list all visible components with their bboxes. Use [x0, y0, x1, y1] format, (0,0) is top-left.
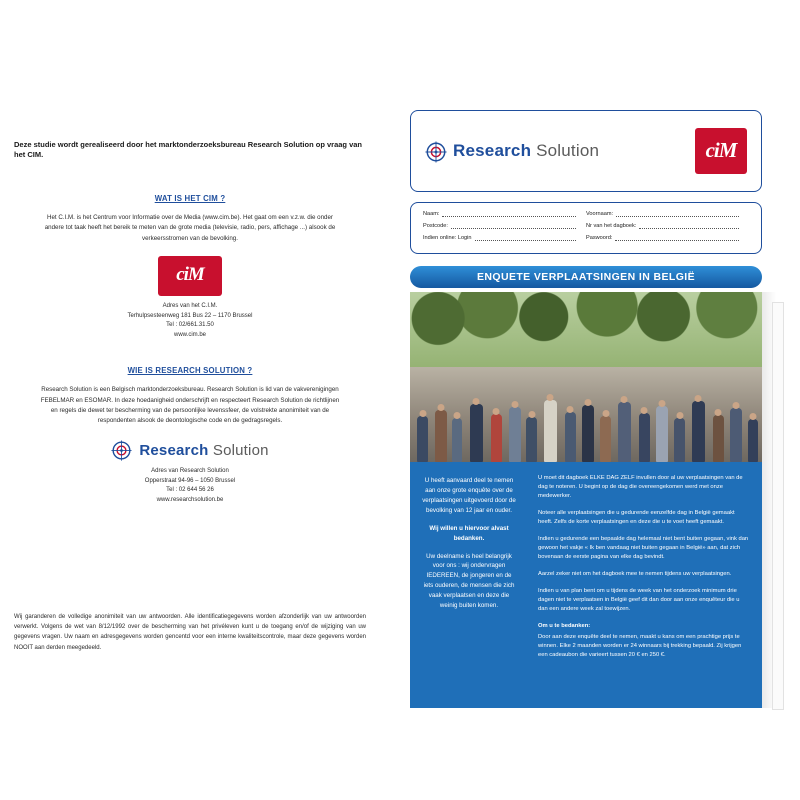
left-panel [14, 140, 366, 532]
postcode-input[interactable] [451, 222, 576, 229]
brochure-header-card [410, 110, 762, 192]
dagboek-input[interactable] [639, 222, 739, 229]
cim-logo-text: ciM [705, 138, 737, 162]
instructions-band [528, 462, 762, 708]
intro-thanks: Wij willen u hiervoor alvast bedanken. [429, 524, 509, 542]
form-row-name [423, 210, 749, 217]
password-label: Paswoord: [586, 235, 613, 241]
brochure-rs-wordmark [453, 141, 599, 161]
instruction-4: Aarzel zeker niet om het dagboek mee te nemen tijdens uw verplaatsingen. [538, 570, 732, 577]
lead-paragraph: Deze studie wordt gerealiseerd door het marktonderzoeksbureau Research Solution op vraag van het CIM. [14, 140, 363, 160]
brochure-rs-bold: Research [453, 141, 532, 160]
privacy-footer: Wij garanderen de volledige anonimiteit van uw antwoorden. Alle identificatiegegevens worden afzonderlijk van uw antwoorden verwerkt. Volgens de wet van 8/12/1992 over de bescherming van het privéleven kunt u de toegang en/of de wijziging van uw gegevens vragen. Uw naam en adresgegevens worden gencentd voor een interne kwaliteitscontrole, maar deze gegevens worden NOOIT aan derden meegedeeld. [14, 614, 366, 651]
brochure-title-banner: ENQUETE VERPLAATSINGEN IN BELGIË [410, 266, 762, 288]
section-body-rs: Research Solution is een Belgisch marktonderzoeksbureau. Research Solution is lid van de vakverenigingen FEBELMAR en ESOMAR. In deze hoedanigheid onderschrijft en respecteert Research Solution de richtlijnen en regels die dewet ter bescherming van de persoonlijke levenssfeer, de volstrekte anonimiteit van de respondenten alsook de deontologische code en de gedragsregels. [40, 386, 340, 425]
brochure [396, 110, 786, 710]
form-row-postcode [423, 222, 749, 229]
section-title-rs: WIE IS RESEARCH SOLUTION ? [127, 366, 253, 376]
intro-p1: U heeft aanvaard deel te nemen aan onze grote enquête over de verplaatsingen uitgevoerd door de bevolking van 12 jaar en ouder. [422, 477, 516, 514]
instruction-3: Indien u gedurende een bepaalde dag helemaal niet bent buiten gegaan, vink dan gewoon het vakje « Ik ben vandaag niet buiten gegaan in België» aan, dat zich bovenaan de eerste pagina van elke dag bevindt. [538, 535, 749, 560]
intro-p2: Uw deelname is heel belangrijk voor ons : wij ondervragen IEDEREEN, de jongeren en de iets ouderen, de mensen die zich vaak verplaatsen en deze die weinig buiten komen. [423, 552, 515, 610]
inner-sheet-edge [772, 302, 784, 710]
section-what-is-cim [14, 194, 366, 340]
cim-address-block [14, 302, 366, 340]
section-body-cim: Het C.I.M. is het Centrum voor Informatie over de Media (www.cim.be). Het gaat om een v.z.w. die onder andere tot taak heeft het bereik te meten van de grote media (televisie, radio, pers, affichage ...) alsook de verkeersstromen van de bevolking. [44, 214, 336, 242]
dagboek-label: Nr van het dagboek: [586, 223, 637, 229]
cim-logo [158, 256, 222, 296]
rs-logo-light: Solution [212, 442, 269, 460]
brochure-rs-logo [425, 141, 599, 162]
voornaam-input[interactable] [616, 210, 739, 217]
rs-logo-bold: Research [139, 442, 209, 460]
login-input[interactable] [475, 234, 576, 241]
brochure-rs-light: Solution [536, 141, 600, 160]
instruction-5: Indien u van plan bent om u tijdens de week van het onderzoek minimum drie dagen niet te verplaatsen in België geef dit dan door aan onze enquêteur die u dan een andere week zal toewijzen. [538, 587, 740, 612]
password-input[interactable] [615, 234, 739, 241]
cim-tel: Tel : 02/661.31.50 [166, 322, 214, 329]
cim-address: Terhulpsesteenweg 181 Bus 22 – 1170 Brussel [127, 312, 253, 319]
cim-web[interactable]: www.cim.be [173, 331, 206, 338]
naam-label: Naam: [423, 211, 440, 217]
cim-logo [695, 128, 747, 174]
crowd-photo [410, 292, 762, 462]
voornaam-label: Voornaam: [586, 211, 614, 217]
intro-left-band [410, 462, 528, 708]
target-icon [111, 440, 132, 461]
form-row-login [423, 234, 749, 241]
cim-address-title: Adres van het C.I.M. [162, 302, 218, 309]
rs-tel: Tel : 02 644 56 26 [166, 487, 214, 494]
section-title-cim: WAT IS HET CIM ? [154, 194, 226, 204]
postcode-label: Postcode: [423, 223, 448, 229]
instruction-1: U moet dit dagboek ELKE DAG ZELF invullen door al uw verplaatsingen van de dag te noteren. U begint op de dag die overeengekomen werd met onze medewerker. [538, 475, 743, 499]
naam-input[interactable] [442, 210, 576, 217]
research-solution-logo [14, 440, 366, 461]
rs-web[interactable]: www.researchsolution.be [156, 497, 224, 504]
respondent-form-card [410, 202, 762, 254]
login-label: Indien online: Login [423, 235, 472, 241]
instruction-2: Noteer alle verplaatsingen die u gedurende eenzelfde dag in België gemaakt heeft. Zelfs de korte verplaatsingen en deze die u te voet heeft gemaakt. [538, 509, 735, 525]
rs-address: Opperstraat 94-96 – 1050 Brussel [144, 477, 236, 484]
rs-address-block [14, 467, 366, 505]
reward-text: Door aan deze enquête deel te nemen, maakt u kans om een prachtige prijs te winnen. Elke 2 maanden worden er 24 winnaars bij trekking bepaald. Zij krijgen een cadeaubon die varieert tussen 20 € en 250 €. [538, 633, 742, 658]
photo-crowd [410, 357, 762, 462]
target-icon [425, 141, 446, 162]
rs-address-title: Adres van Research Solution [151, 468, 229, 475]
section-who-is-research-solution [14, 366, 366, 505]
cim-logo-text: ciM [176, 263, 204, 285]
reward-heading: Om u te bedanken: [538, 622, 591, 629]
rs-logo-wordmark [139, 442, 268, 459]
